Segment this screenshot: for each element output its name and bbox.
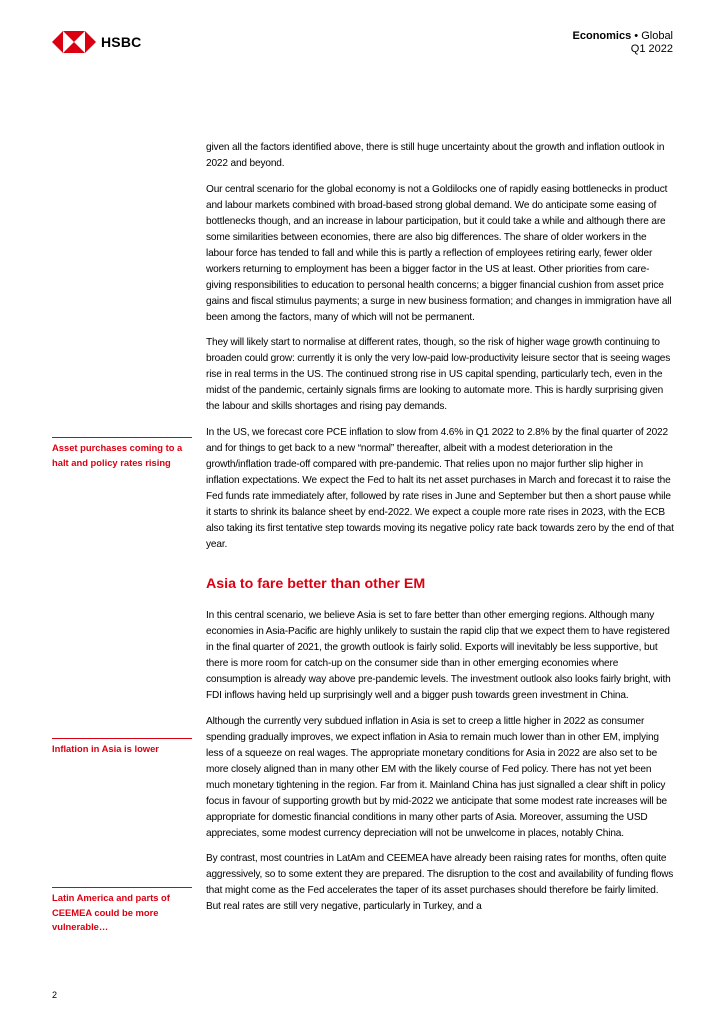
paragraph: given all the factors identified above, there is still huge uncertainty about the growth and inflation outlook in 2022 and beyond. <box>206 142 665 169</box>
paragraph: They will likely start to normalise at different rates, though, so the risk of higher wage growth continuing to broaden could grow: currently it is only the very low-paid low-productivity leisure sector that is seeing wages rise in real terms in the US. The continued strong rise in US capital spending, particularly tech, even in the midst of the pandemic, certainly signals firms are looking to automate more. This is hardly surprising given the labour and skills shortages and rising pay demands. <box>206 337 671 412</box>
paragraph: Our central scenario for the global economy is not a Goldilocks one of rapidly easing bottlenecks in product and labour markets combined with broad-based strong global demand. We do anticipate some easing of bottlenecks though, and an increase in labour participation, but it could take a while and although there are some similarities between economies, there are also big differences. The share of older workers in the labour force has tended to fall and while this is partly a reflection of employees retiring early, fewer older workers returning to employment has been a bigger factor in the US at least. Other priorities from care-giving responsibilities to education to personal health concerns; a bigger financial cushion from asset price gains and fiscal stimulus payments; a surge in new business formation; and changes in immigration have all been among the factors, many of which will not be permanent. <box>206 183 672 323</box>
report-period: Q1 2022 <box>630 43 673 55</box>
section-name: Economics <box>572 30 632 42</box>
sidenote-inflation-asia: Inflation in Asia is lower <box>52 738 192 757</box>
sidenote-asset-purchases: Asset purchases coming to a halt and policy rates rising <box>52 437 192 470</box>
paragraph: In the US, we forecast core PCE inflation to slow from 4.6% in Q1 2022 to 2.8% by the final quarter of 2022 and for things to get back to a new “normal” thereafter, albeit with a modest deterioration in the growth/inflation trade-off compared with pre-pandemic. That relies upon no major further slip higher in inflation expectations. We expect the Fed to halt its net asset purchases in March and forecast it to raise the Fed funds rate immediately after, followed by rate rises in June and September but then a short pause while it starts to shrink its balance sheet by end-2022. We expect a couple more rate rises in 2023, with the ECB also taking its first tentative step towards moving its negative policy rate back towards zero by the end of that year. <box>206 426 674 550</box>
region-name: Global <box>641 30 673 42</box>
main-body <box>206 140 674 925</box>
sidenote-latam-ceemea: Latin America and parts of CEEMEA could be more vulnerable… <box>52 887 192 935</box>
section-heading: Asia to fare better than other EM <box>206 576 426 592</box>
document-header <box>573 30 673 56</box>
paragraph: Although the currently very subdued inflation in Asia is set to creep a little higher in 2022 as consumer spending gradually improves, we expect inflation in Asia to remain much lower than in other EM, implying less of a squeeze on real wages. The appropriate monetary conditions for Asia in 2022 are also set to be more closely aligned than in many other EM with the likely course of Fed policy. There has not yet been much monetary tightening in the region. Far from it. Mainland China has just signalled a clear shift in policy focus in favour of supporting growth but by mid-2022 we anticipate that some modest rate increases will be appropriate for domestic financial conditions in many other parts of Asia. Moreover, assuming the USD appreciates, some modest currency depreciation will not be unwelcome in places, notably China. <box>206 715 668 839</box>
paragraph: By contrast, most countries in LatAm and CEEMEA have already been raising rates for months, often quite aggressively, so to some extent they are prepared. The disruption to the cost and availability of funding flows that might come as the Fed accelerates the taper of its asset purchases should therefore be fairly limited. But real rates are still very negative, particularly in Turkey, and a <box>206 853 674 912</box>
paragraph: In this central scenario, we believe Asia is set to fare better than other emerging regions. Although many economies in Asia-Pacific are highly unlikely to sustain the rapid clip that we expect them to have registered in the final quarter of 2021, the growth outlook is fairly solid. Exports will inevitably be less supportive, but there is more room for catch-up on the consumer side than in other emerging economies where consumption is already way above pre-pandemic levels. The investment outlook also looks fairly bright, with FDI inflows having held up surprisingly well and a bigger push towards green investment in China. <box>206 610 671 701</box>
hexagon-logo-icon <box>52 31 96 53</box>
logo-wordmark: HSBC <box>101 34 142 50</box>
page-number: 2 <box>52 990 58 1000</box>
bullet-separator: • <box>634 30 639 42</box>
hsbc-logo <box>52 31 141 53</box>
